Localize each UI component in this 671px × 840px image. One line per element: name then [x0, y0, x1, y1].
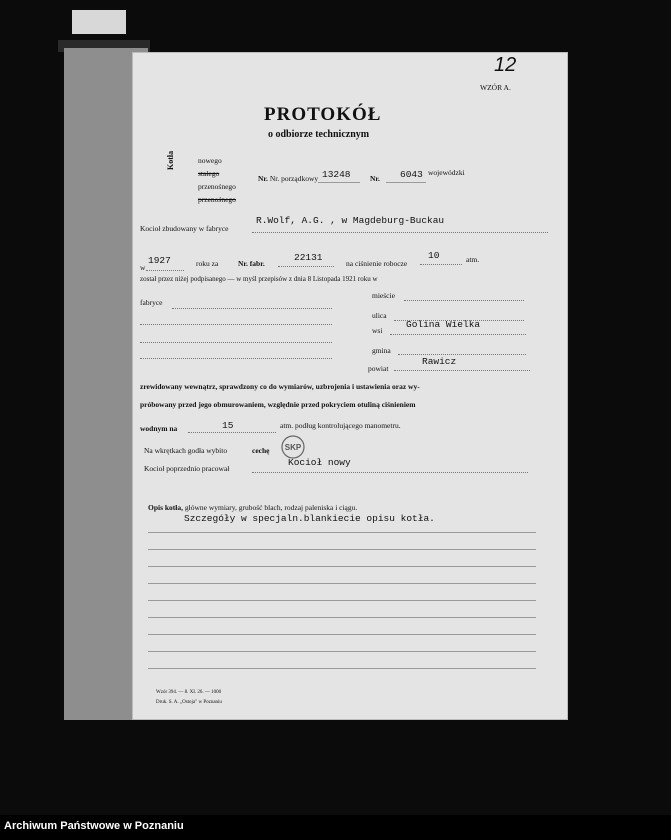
powiat-label: powiat: [368, 364, 389, 373]
wojewodzki-label: wojewódzki: [428, 168, 465, 177]
kotla-side-label: Kotła: [166, 150, 175, 170]
zbudowany-label: Kocioł zbudowany w fabryce: [140, 224, 229, 233]
stamp-text: SKP: [284, 443, 302, 452]
nr-fabr-value: 22131: [294, 252, 323, 263]
printer-note-1: Wzór 394. — 8. XI. 26. — 1000: [156, 690, 222, 695]
document-title: PROTOKÓŁ: [264, 104, 382, 125]
document-page: [132, 52, 568, 720]
cisnienie-proby-value: 15: [222, 420, 234, 431]
cecha-stamp: [280, 434, 306, 460]
opis-line: Opis kotła, główne wymiary, grubość blach, rodzaj paleniska i ciągu.: [148, 503, 358, 512]
paper-clip: [72, 10, 126, 34]
nr-fabr-label: Nr. fabr.: [238, 259, 265, 268]
rok-label: roku za: [196, 259, 219, 268]
fabryce-label: fabryce: [140, 298, 163, 307]
nr-wojewodzki-value: 6043: [400, 169, 423, 180]
pracowal-label: Kocioł poprzednio pracował: [144, 464, 230, 473]
page-number: 12: [494, 54, 517, 76]
cisnienie-label: na ciśnienie robocze: [346, 259, 408, 268]
przepisy-line: został przez niżej podpisanego — w myśl przepisów z dnia 8 Listopada 1921 roku w: [140, 275, 378, 283]
archive-watermark: Archiwum Państwowe w Poznaniu: [4, 820, 184, 832]
zrewidowany-line-2: próbowany przed jego obmurowaniem, względnie przed pokryciem otuliną ciśnieniem: [140, 400, 416, 409]
archive-footer: [0, 815, 671, 840]
wodnym-label: wodnym na: [140, 424, 178, 433]
wies-label: wsi: [372, 326, 383, 335]
nr-porzadkowy-value: 13248: [322, 169, 351, 180]
kotla-type-nowego: nowego: [198, 156, 222, 165]
kotla-type-stalego: stałego: [198, 169, 220, 178]
printer-note-2: Druk. S. A. „Ostoja" w Poznaniu: [156, 700, 222, 705]
nr-porzadkowy-label: Nr. Nr. porządkowy: [258, 174, 319, 183]
powiat-value: Rawicz: [422, 356, 457, 367]
cecha-label: cechę: [252, 446, 270, 455]
zrewidowany-line-1: zrewidowany wewnątrz, sprawdzony co do wymiarów, uzbrojenia i ustawienia oraz wy-: [140, 382, 420, 391]
cisnienie-value: 10: [428, 250, 440, 261]
wkretki-label: Na wkrętkach godła wybito: [144, 446, 228, 455]
kotla-type-przenosnego: przenośnego: [198, 182, 236, 191]
wies-value: Golina Wielka: [406, 319, 481, 330]
manometr-label: atm. podług kontrolującego manometru.: [280, 421, 401, 430]
ulica-label: ulica: [372, 311, 387, 320]
opis-value: Szczegóły w specjaln.blankiecie opisu kotła.: [184, 513, 435, 524]
miasto-label: mieście: [372, 291, 395, 300]
nr-label: Nr.: [370, 174, 380, 183]
kotla-type-przenosnego-2: przenośnego: [198, 195, 236, 204]
fabryka-value: R.Wolf, A.G. , w Magdeburg-Buckau: [256, 215, 445, 226]
atm-label: atm.: [466, 255, 480, 264]
gmina-label: gmina: [372, 346, 391, 355]
pracowal-value: Kocioł nowy: [288, 457, 351, 468]
rok-value: 1927: [148, 255, 171, 266]
w-label: w: [140, 263, 146, 272]
form-label: WZÓR A.: [480, 83, 511, 92]
document-subtitle: o odbiorze technicznym: [268, 129, 370, 140]
